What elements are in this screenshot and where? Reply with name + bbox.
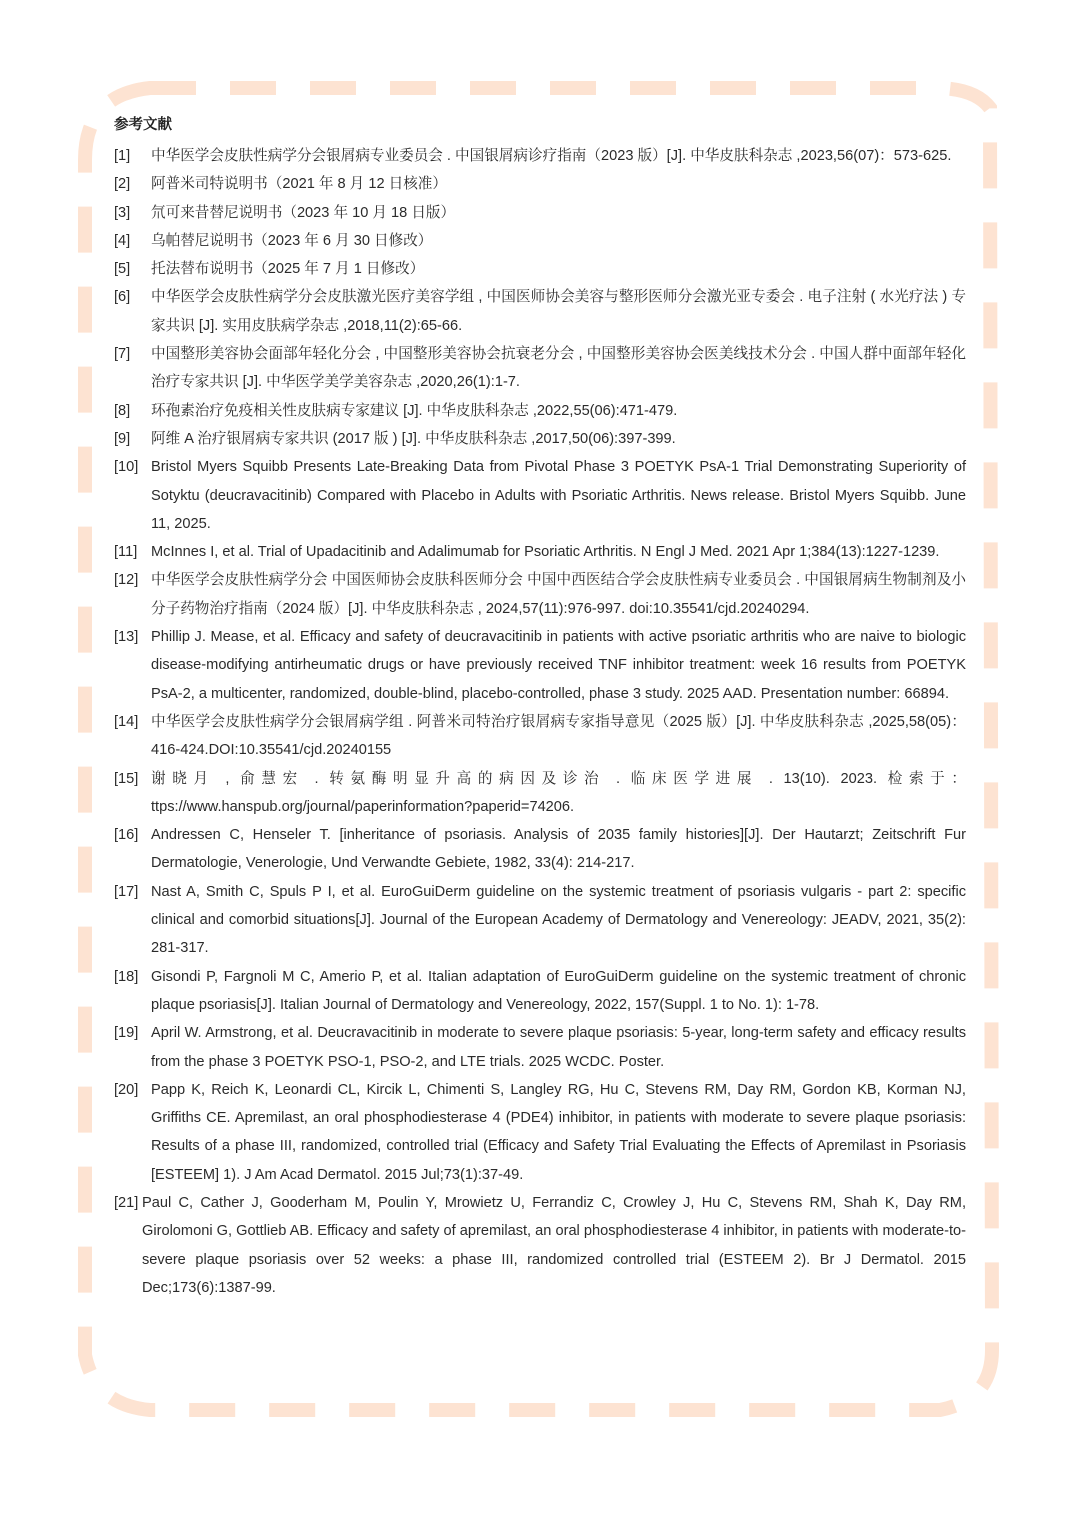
reference-text: 中华医学会皮肤性病学分会皮肤激光医疗美容学组 , 中国医师协会美容与整形医师分会激光亚专委会 . 电子注射 ( 水光疗法 ) 专家共识 [J]. 实用皮肤病学杂志 ,2018,11(2):65-66. [151,289,966,334]
reference-number: [13] [114,629,139,646]
reference-text: Papp K, Reich K, Leonardi CL, Kircik L, Chimenti S, Langley RG, Hu C, Stevens RM, Day RM, Gordon KB, Korman NJ, Griffiths CE. Apremilast, an oral phosphodiesterase 4 (PDE4) inhibitor, in patients with moderate to severe plaque psoriasis: Results of a phase III, randomized, controlled trial (Efficacy and Safety Trial Evaluating the Effects of Apremilast in Psoriasis [ESTEEM] 1). J Am Acad Dermatol. 2015 Jul;73(1):37-49. [151,1081,966,1183]
reference-text: McInnes I, et al. Trial of Upadacitinib and Adalimumab for Psoriatic Arthritis. N Engl J Med. 2021 Apr 1;384(13):1227-1239. [151,544,940,561]
reference-text: 阿普米司特说明书（2021 年 8 月 12 日核准） [151,176,447,193]
reference-item [114,397,966,425]
reference-text: 环孢素治疗免疫相关性皮肤病专家建议 [J]. 中华皮肤科杂志 ,2022,55(06):471-479. [151,402,678,419]
reference-item [114,1189,966,1302]
reference-number: [12] [114,572,139,589]
reference-text: 托法替布说明书（2025 年 7 月 1 日修改） [151,261,425,278]
reference-number: [6] [114,289,131,306]
reference-text: 氘可来昔替尼说明书（2023 年 10 月 18 日版） [151,204,456,221]
reference-number: [3] [114,204,131,221]
reference-number: [18] [114,968,139,985]
reference-item [114,821,966,878]
reference-number: [10] [114,459,139,476]
reference-number: [7] [114,346,131,363]
reference-item [114,170,966,198]
reference-number: [5] [114,261,131,278]
reference-text: Bristol Myers Squibb Presents Late-Breaking Data from Pivotal Phase 3 POETYK PsA-1 Trial Demonstrating Superiority of Sotyktu (deucravacitinib) Compared with Placebo in Adults with Psoriatic Arthritis. News release. Bristol Myers Squibb. June 11, 2025. [151,459,966,532]
reference-item [114,283,966,340]
reference-item [114,623,966,708]
reference-text: Nast A, Smith C, Spuls P I, et al. EuroGuiDerm guideline on the systemic treatment of psoriasis vulgaris - part 2: specific clinical and comorbid situations[J]. Journal of the European Academy of Dermatology and Venereology: JEADV, 2021, 35(2): 281-317. [151,883,966,957]
reference-text: 中华医学会皮肤性病学分会银屑病学组 . 阿普米司特治疗银屑病专家指导意见（2025 版）[J]. 中华皮肤科杂志 ,2025,58(05)：416-424.DOI:10.35541/cjd.20240155 [151,713,966,759]
reference-text: Phillip J. Mease, et al. Efficacy and safety of deucravacitinib in patients with active psoriatic arthritis who are naive to biologic disease-modifying antirheumatic drugs or have previously received TNF inhibitor treatment: week 16 results from POETYK PsA-2, a multicenter, randomized, double-blind, placebo-controlled, phase 3 study. 2025 AAD. Presentation number: 66894. [151,629,966,702]
reference-text: Andressen C, Henseler T. [inheritance of psoriasis. Analysis of 2035 family histories][J]. Der Hautarzt; Zeitschrift Fur Dermatologie, Venerologie, Und Verwandte Gebiete, 1982, 33(4): 214-217. [151,827,966,872]
reference-number: [15] [114,770,139,787]
reference-number: [1] [114,148,131,164]
reference-text: 中华医学会皮肤性病学分会银屑病专业委员会 . 中国银屑病诊疗指南（2023 版）[J]. 中华皮肤科杂志 ,2023,56(07)：573-625. [151,148,952,164]
reference-text: 中华医学会皮肤性病学分会 中国医师协会皮肤科医师分会 中国中西医结合学会皮肤性病专业委员会 . 中国银屑病生物制剂及小分子药物治疗指南（2024 版）[J]. 中华皮肤科杂志 , 2024,57(11):976-997. doi:10.35541/cjd.20240294. [151,572,966,617]
reference-number: [19] [114,1025,139,1042]
reference-number: [17] [114,883,139,900]
reference-number: [11] [114,544,138,561]
reference-item [114,566,966,623]
reference-item [114,538,966,566]
reference-item [114,453,966,538]
reference-item [114,199,966,227]
reference-number: [9] [114,430,131,447]
reference-item [114,255,966,283]
reference-item [114,963,966,1020]
reference-number: [20] [114,1081,139,1098]
reference-item [114,765,966,822]
reference-text: 乌帕替尼说明书（2023 年 6 月 30 日修改） [151,232,433,249]
reference-text: Gisondi P, Fargnoli M C, Amerio P, et al. Italian adaptation of EuroGuiDerm guideline on the systemic treatment of chronic plaque psoriasis[J]. Italian Journal of Dermatology and Venereology, 2022, 157(Suppl. 1 to No. 1): 1-78. [151,968,966,1013]
reference-number: [21] [114,1194,139,1211]
reference-item [114,708,966,765]
reference-item [114,227,966,255]
reference-number: [16] [114,827,139,844]
reference-item [114,1076,966,1189]
reference-number: [8] [114,402,131,419]
reference-item [114,1019,966,1076]
references-heading: 参考文献 [114,117,172,133]
reference-text: April W. Armstrong, et al. Deucravacitinib in moderate to severe plaque psoriasis: 5-year, long-term safety and efficacy results from the phase 3 POETYK PSO-1, PSO-2, and LTE trials. 2025 WCDC. Poster. [151,1025,966,1070]
reference-text: 谢晓月 , 俞慧宏 . 转氨酶明显升高的病因及诊治 . 临床医学进展 . 13(10). 2023. 检索于：ttps://www.hanspub.org/journal/paperinformation?paperid=74206. [151,770,966,815]
reference-number: [2] [114,176,131,193]
reference-number: [4] [114,232,131,249]
reference-text: Paul C, Cather J, Gooderham M, Poulin Y, Mrowietz U, Ferrandiz C, Crowley J, Hu C, Stevens RM, Shah K, Day RM, Girolomoni G, Gottlieb AB. Efficacy and safety of apremilast, an oral phosphodiesterase 4 inhibitor, in patients with moderate-to-severe plaque psoriasis over 52 weeks: a phase III, randomized controlled trial (ESTEEM 2). Br J Dermatol. 2015 Dec;173(6):1387-99. [142,1194,966,1296]
references-list [114,142,966,1302]
reference-text: 中国整形美容协会面部年轻化分会 , 中国整形美容协会抗衰老分会 , 中国整形美容协会医美线技术分会 . 中国人群中面部年轻化治疗专家共识 [J]. 中华医学美学美容杂志 ,2020,26(1):1-7. [151,346,966,391]
reference-item [114,340,966,397]
reference-item [114,142,966,170]
reference-item [114,425,966,453]
references-section [114,114,966,1302]
reference-number: [14] [114,713,139,730]
reference-text: 阿维 A 治疗银屑病专家共识 (2017 版 ) [J]. 中华皮肤科杂志 ,2017,50(06):397-399. [151,430,676,447]
reference-item [114,878,966,963]
